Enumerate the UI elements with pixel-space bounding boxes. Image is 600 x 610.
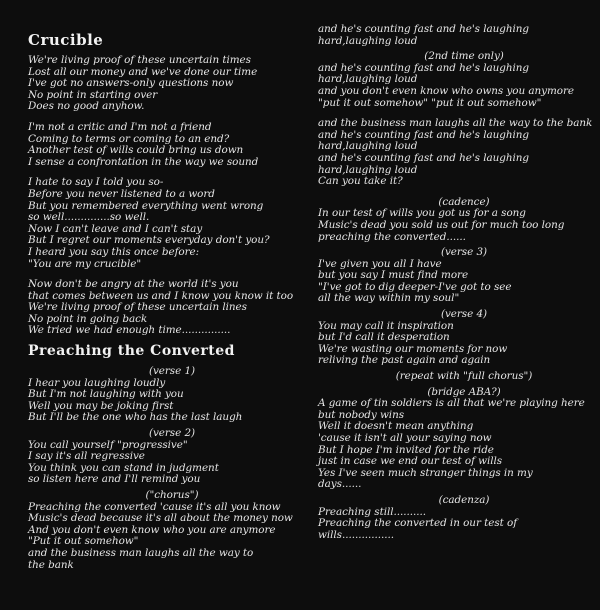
lyric-line: and he's counting fast and he's laughing	[318, 151, 530, 164]
lyric-line: hard,laughing loud	[318, 34, 418, 47]
lyric-line: And you don't even know who you are anymore	[28, 523, 276, 536]
lyric-line: Yes I've seen much stranger things in my	[318, 466, 533, 479]
lyric-line: and he's counting fast and he's laughing	[318, 128, 530, 141]
section-label: ("chorus")	[145, 488, 199, 501]
lyric-line: "I've got to dig deeper-I've got to see	[318, 280, 512, 293]
lyric-line: No point in going back	[28, 312, 148, 325]
lyric-line: all the way within my soul"	[318, 292, 460, 305]
lyric-line: Can you take it?	[318, 175, 403, 188]
lyric-line: I've got no answers-only questions now	[28, 77, 234, 90]
lyric-line: You may call it inspiration	[318, 319, 454, 332]
left-column-preaching	[28, 366, 300, 571]
lyric-line: But I regret our moments everyday don't you?	[28, 234, 270, 247]
lyric-line: We're living proof of these uncertain lines	[28, 301, 247, 314]
lyric-line: preaching the converted......	[318, 230, 466, 243]
lyric-line: Now don't be angry at the world it's you	[28, 278, 239, 291]
lyric-line: But I hope I'm invited for the ride	[318, 443, 494, 456]
lyric-line: I hate to say I told you so-	[28, 176, 164, 189]
lyric-line: so well..............so well.	[28, 211, 150, 224]
lyric-line: In our test of wills you got us for a song	[318, 207, 526, 220]
lyric-line: days......	[318, 478, 362, 491]
section-label: (repeat with "full chorus")	[395, 370, 533, 383]
lyric-line: I sense a confrontation in the way we sound	[28, 155, 259, 168]
lyric-line: Music's dead because it's all about the money now	[28, 512, 293, 525]
lyric-line: A game of tin soldiers is all that we're playing here	[318, 397, 585, 410]
section-label: (verse 4)	[440, 308, 488, 321]
lyric-line: hard,laughing loud	[318, 140, 418, 153]
section-label: (2nd time only)	[424, 50, 504, 63]
stanza	[28, 177, 300, 270]
lyric-line: But I'll be the one who has the last laugh	[28, 411, 243, 424]
lyric-line: Lost all our money and we've done our time	[28, 65, 258, 78]
lyric-line: Preaching still..........	[318, 505, 427, 518]
lyric-line: We're wasting our moments for now	[318, 342, 508, 355]
lyric-line: I heard you say this once before:	[28, 245, 200, 258]
lyric-line: I say it's all regressive	[28, 450, 145, 463]
left-column-crucible	[28, 55, 300, 337]
lyric-line: You think you can stand in judgment	[28, 461, 219, 474]
lyric-line: "Put it out somehow"	[28, 535, 139, 548]
lyric-line: I hear you laughing loudly	[28, 376, 166, 389]
song-title-crucible: Crucible	[28, 31, 104, 49]
lyric-line: and the business man laughs all the way to	[28, 546, 254, 559]
stanza	[28, 55, 300, 113]
song-title-preaching-the-converted: Preaching the Converted	[28, 343, 235, 359]
lyric-line: But you remembered everything went wrong	[28, 199, 264, 212]
section-label: (verse 3)	[440, 246, 488, 259]
lyric-line: You call yourself "progressive"	[28, 438, 188, 451]
section-label: (verse 1)	[148, 365, 196, 377]
lyric-line: I'm not a critic and I'm not a friend	[28, 120, 212, 133]
lyric-line: "put it out somehow" "put it out somehow"	[318, 96, 542, 109]
lyric-line: but I'd call it desperation	[318, 331, 450, 344]
lyric-line: Does no good anyhow.	[28, 100, 145, 113]
lyric-line: hard,laughing loud	[318, 73, 418, 86]
lyric-line: but nobody wins	[318, 408, 404, 421]
right-column	[318, 24, 594, 541]
lyric-line: Now I can't leave and I can't stay	[28, 222, 203, 235]
lyric-line: and he's counting fast and he's laughing	[318, 23, 530, 35]
stanza	[28, 122, 300, 168]
lyric-line: so listen here and I'll remind you	[28, 473, 201, 486]
lyric-line: But I'm not laughing with you	[28, 388, 184, 401]
lyric-line: hard,laughing loud	[318, 163, 418, 176]
section-label: (verse 2)	[148, 426, 196, 439]
lyric-line: that comes between us and I know you know it too	[28, 289, 294, 302]
lyric-line: reliving the past again and again	[318, 354, 491, 367]
lyric-line: We tried we had enough time...............	[28, 324, 231, 337]
lyric-line: but you say I must find more	[318, 269, 469, 282]
lyric-line: "You are my crucible"	[28, 257, 142, 270]
lyric-line: just in case we end our test of wills	[318, 455, 503, 468]
lyric-line: Well you may be joking first	[28, 399, 174, 412]
lyric-line: Another test of wills could bring us down	[28, 144, 244, 157]
lyric-line: and you don't even know who owns you anymore	[318, 84, 575, 97]
lyric-line: and the business man laughs all the way to the bank	[318, 117, 593, 130]
lyric-line: the bank	[28, 558, 74, 571]
lyric-line: Coming to terms or coming to an end?	[28, 132, 230, 145]
lyric-line: and he's counting fast and he's laughing	[318, 61, 530, 74]
lyric-line: Well it doesn't mean anything	[318, 420, 474, 433]
section-label: (bridge ABA?)	[427, 385, 501, 398]
lyric-line: I've given you all I have	[318, 257, 442, 270]
lyric-line: Preaching the converted in our test of	[318, 517, 518, 530]
lyric-line: We're living proof of these uncertain times	[28, 54, 251, 66]
lyric-line: Music's dead you sold us out for much too long	[318, 218, 565, 231]
lyric-line: Preaching the converted 'cause it's all you know	[28, 500, 281, 513]
lyric-line: Before you never listened to a word	[28, 187, 215, 200]
section-label: (cadenza)	[438, 493, 490, 506]
lyric-line: No point in starting over	[28, 88, 158, 101]
lyric-line: 'cause it isn't all your saying now	[318, 432, 492, 444]
lyric-line: wills................	[318, 528, 394, 541]
stanza	[28, 279, 300, 337]
section-label: (cadence)	[438, 195, 490, 208]
